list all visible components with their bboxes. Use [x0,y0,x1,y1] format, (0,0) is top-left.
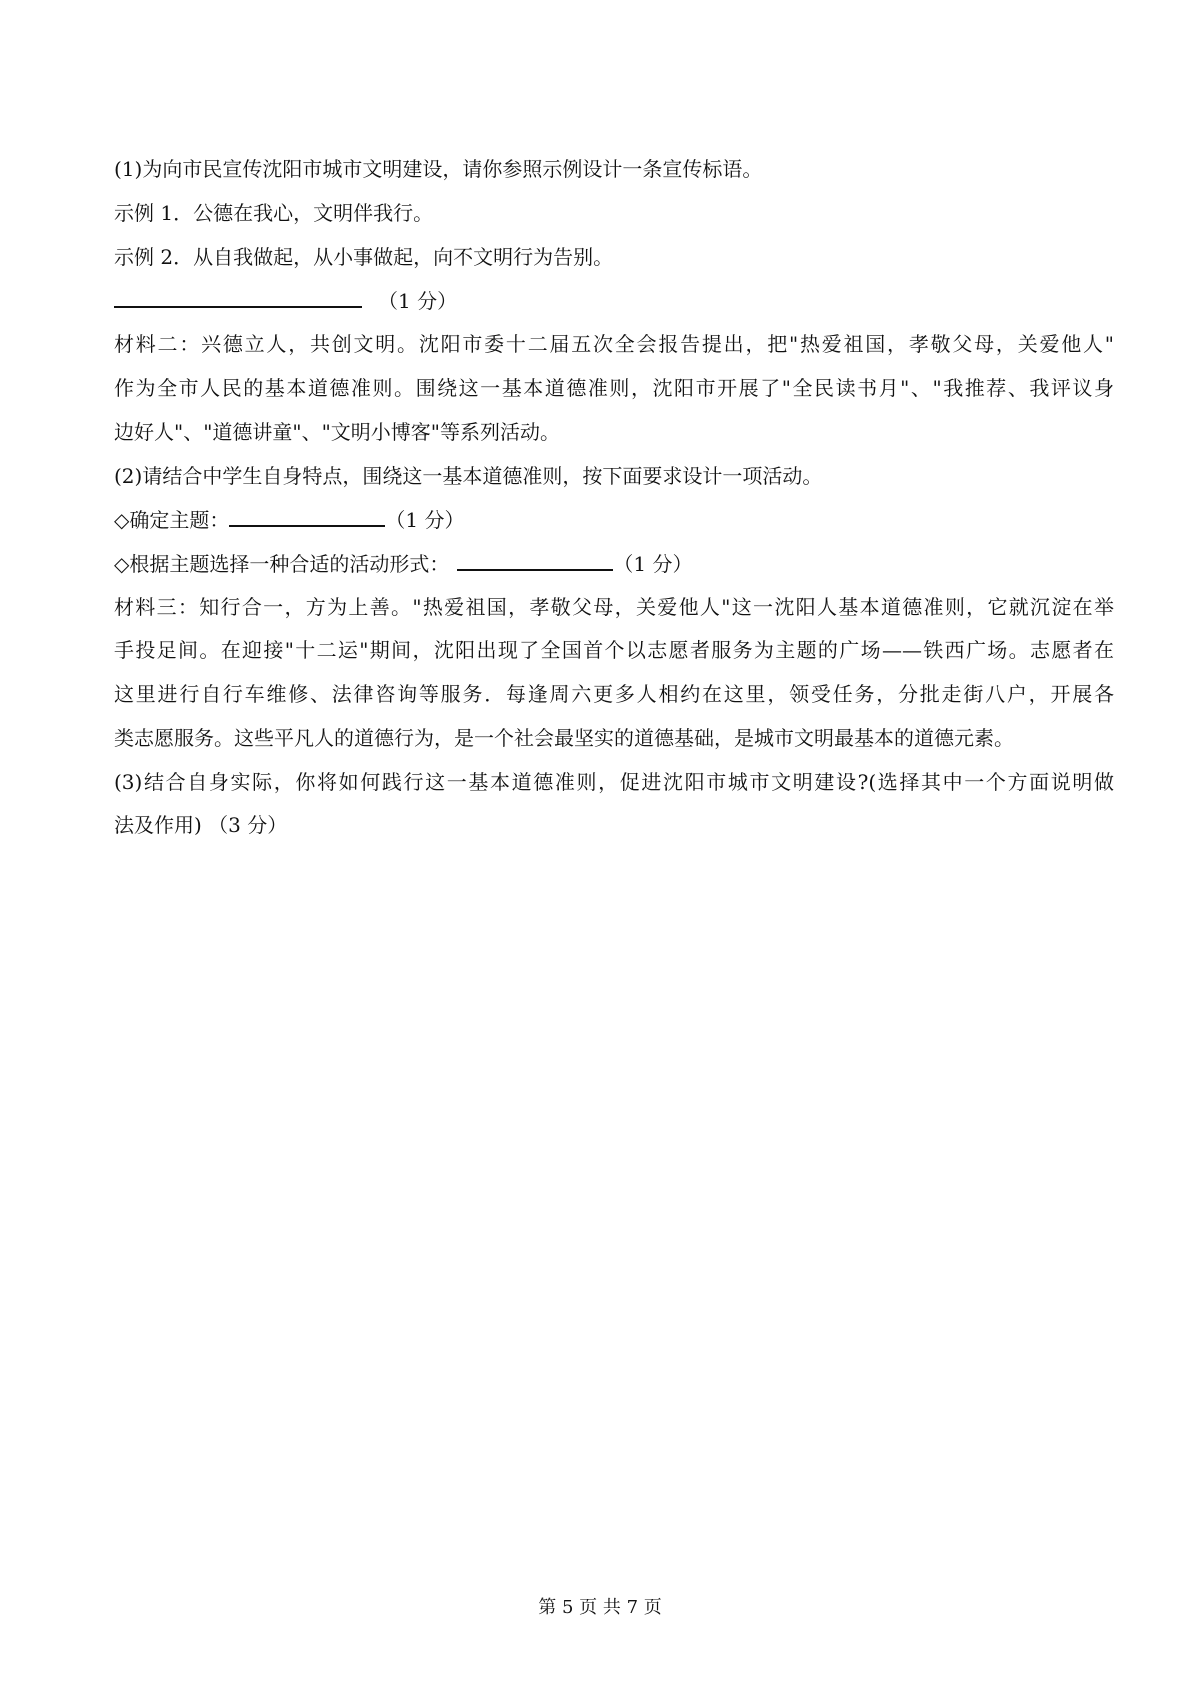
q2-item-2-label: ◇根据主题选择一种合适的活动形式： [114,552,450,576]
form-blank[interactable] [457,549,613,571]
material-3-line-1: 材料三：知行合一，方为上善。"热爱祖国，孝敬父母，关爱他人"这一沈阳人基本道德准则，它就沉淀在举 [114,595,1114,619]
q1-example-2: 示例 2．从自我做起，从小事做起，向不文明行为告别。 [114,245,614,269]
q2-item-2-score: （1 分） [613,552,693,576]
q2-prompt: (2)请结合中学生自身特点，围绕这一基本道德准则，按下面要求设计一项活动。 [114,464,823,488]
material-3-line-2: 手投足间。在迎接"十二运"期间，沈阳出现了全国首个以志愿者服务为主题的广场——铁西广场。志愿者在 [114,638,1114,662]
q2-item-theme [114,505,1114,534]
q2-item-form [114,549,1114,578]
material-3-line-3: 这里进行自行车维修、法律咨询等服务．每逢周六更多人相约在这里，领受任务，分批走街八户，开展各 [114,682,1114,706]
q3-prompt-line-2: 法及作用) （3 分） [114,813,288,837]
page-footer: 第 5 页 共 7 页 [538,1597,662,1618]
material-2-line-2: 作为全市人民的基本道德准则。围绕这一基本道德准则，沈阳市开展了"全民读书月"、"我推荐、我评议身 [114,376,1114,400]
theme-blank[interactable] [229,505,385,527]
material-2-line-1: 材料二：兴德立人，共创文明。沈阳市委十二届五次全会报告提出，把"热爱祖国，孝敬父母，关爱他人" [114,332,1114,356]
q1-prompt: (1)为向市民宣传沈阳市城市文明建设，请你参照示例设计一条宣传标语。 [114,157,763,181]
answer-blank[interactable] [114,286,362,308]
q2-item-1-score: （1 分） [385,508,465,532]
material-3-line-4: 类志愿服务。这些平凡人的道德行为，是一个社会最坚实的道德基础，是城市文明最基本的道德元素。 [114,726,1014,750]
material-2-line-3: 边好人"、"道德讲童"、"文明小博客"等系列活动。 [114,420,560,444]
q3-prompt-line-1: (3)结合自身实际，你将如何践行这一基本道德准则，促进沈阳市城市文明建设?(选择其中一个方面说明做 [114,770,1114,794]
q1-example-1: 示例 1．公德在我心，文明伴我行。 [114,201,434,225]
q2-item-1-label: ◇确定主题： [114,508,230,532]
q1-score: （1 分） [378,289,458,313]
q1-answer-line [114,286,1114,315]
